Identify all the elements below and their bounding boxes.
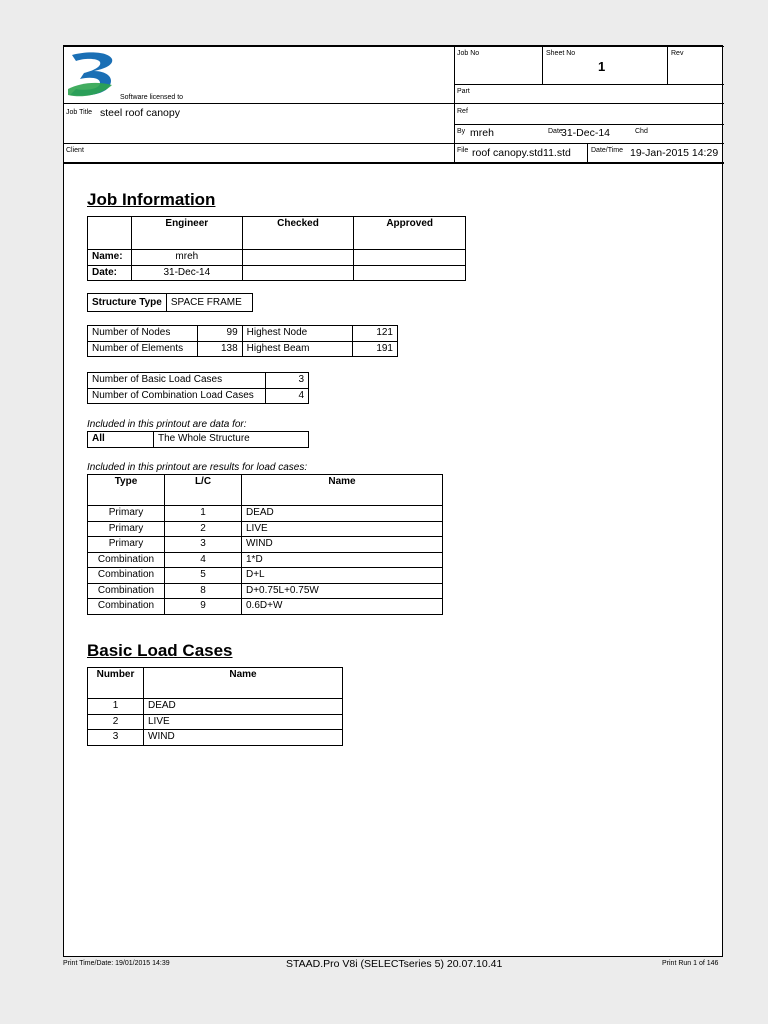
load-case-name: D+L <box>242 568 443 584</box>
datetime-value: 19-Jan-2015 14:29 <box>630 147 719 159</box>
basic-load-case-number: 1 <box>88 699 144 715</box>
footer-software: STAAD.Pro V8i (SELECTseries 5) 20.07.10.41 <box>286 958 503 970</box>
by-label: By <box>457 128 466 135</box>
structure-type-table <box>87 293 253 312</box>
date-label: Date: <box>88 265 132 281</box>
highest-beam-value: 191 <box>353 341 398 357</box>
file-value: roof canopy.std11.std <box>472 147 571 159</box>
job-title-value: steel roof canopy <box>100 107 180 119</box>
load-case-row <box>88 568 443 584</box>
load-case-lc: 4 <box>165 552 242 568</box>
client-label: Client <box>66 147 84 154</box>
included-results-note: Included in this printout are results for load cases: <box>87 462 308 473</box>
load-cases-table <box>87 474 443 615</box>
rev-label: Rev <box>671 50 684 57</box>
basic-load-cases-body <box>88 699 343 746</box>
part-label: Part <box>457 88 470 95</box>
by-value: mreh <box>470 127 494 139</box>
load-case-lc: 5 <box>165 568 242 584</box>
report-header <box>64 46 724 164</box>
chd-label: Chd <box>635 128 648 135</box>
all-label: All <box>88 432 154 448</box>
load-case-type: Primary <box>88 506 165 522</box>
nodes-label: Number of Nodes <box>88 326 198 342</box>
col-type: Type <box>88 475 165 506</box>
col-approved: Approved <box>354 217 466 250</box>
engineer-name: mreh <box>131 250 242 266</box>
basic-count-value: 3 <box>266 373 309 389</box>
load-case-name: DEAD <box>242 506 443 522</box>
load-case-lc: 9 <box>165 599 242 615</box>
load-case-name: LIVE <box>242 521 443 537</box>
load-case-name: 1*D <box>242 552 443 568</box>
load-case-name: 0.6D+W <box>242 599 443 615</box>
combo-count-label: Number of Combination Load Cases <box>88 388 266 404</box>
load-case-row <box>88 599 443 615</box>
load-case-row <box>88 583 443 599</box>
basic-load-case-row <box>88 730 343 746</box>
load-case-type: Primary <box>88 537 165 553</box>
load-case-type: Combination <box>88 568 165 584</box>
col-checked: Checked <box>242 217 354 250</box>
highest-node-label: Highest Node <box>242 326 353 342</box>
load-case-lc: 2 <box>165 521 242 537</box>
job-title-label: Job Title <box>66 109 93 116</box>
date-label: Date <box>548 128 563 135</box>
basic-load-case-name: DEAD <box>144 699 343 715</box>
basic-load-case-number: 3 <box>88 730 144 746</box>
load-case-type: Combination <box>88 583 165 599</box>
load-case-lc: 8 <box>165 583 242 599</box>
bentley-logo <box>66 49 118 101</box>
licensed-label: Software licensed to <box>120 94 184 101</box>
load-case-name: D+0.75L+0.75W <box>242 583 443 599</box>
load-case-type: Primary <box>88 521 165 537</box>
counts-table <box>87 325 398 357</box>
datetime-label: Date/Time <box>591 147 624 154</box>
name-label: Name: <box>88 250 132 266</box>
nodes-value: 99 <box>197 326 242 342</box>
job-no-label: Job No <box>457 50 480 57</box>
load-case-type: Combination <box>88 552 165 568</box>
footer-print-time: Print Time/Date: 19/01/2015 14:39 <box>63 960 170 967</box>
structure-type-label: Structure Type <box>88 294 167 312</box>
highest-beam-label: Highest Beam <box>242 341 353 357</box>
combo-count-value: 4 <box>266 388 309 404</box>
included-data-note: Included in this printout are data for: <box>87 419 247 430</box>
footer-print-run: Print Run 1 of 146 <box>662 960 719 967</box>
structure-type-value: SPACE FRAME <box>166 294 252 312</box>
load-case-name: WIND <box>242 537 443 553</box>
job-information-title: Job Information <box>87 190 216 209</box>
basic-load-case-name: WIND <box>144 730 343 746</box>
load-case-lc: 1 <box>165 506 242 522</box>
file-label: File <box>457 147 469 154</box>
sheet-no-label: Sheet No <box>546 50 576 57</box>
load-case-row <box>88 521 443 537</box>
load-case-type: Combination <box>88 599 165 615</box>
load-case-row <box>88 506 443 522</box>
date-value: 31-Dec-14 <box>561 127 611 139</box>
load-counts-table <box>87 372 309 404</box>
elements-value: 138 <box>197 341 242 357</box>
basic-load-case-number: 2 <box>88 714 144 730</box>
engineer-date: 31-Dec-14 <box>131 265 242 281</box>
col-engineer: Engineer <box>131 217 242 250</box>
basic-load-case-name: LIVE <box>144 714 343 730</box>
highest-node-value: 121 <box>353 326 398 342</box>
report-page <box>63 45 723 957</box>
load-case-row <box>88 537 443 553</box>
col-name: Name <box>242 475 443 506</box>
basic-load-case-row <box>88 699 343 715</box>
basic-load-cases-title: Basic Load Cases <box>87 641 233 660</box>
col-basic-name: Name <box>144 668 343 699</box>
sheet-no-value: 1 <box>598 59 606 74</box>
load-case-lc: 3 <box>165 537 242 553</box>
basic-count-label: Number of Basic Load Cases <box>88 373 266 389</box>
all-value: The Whole Structure <box>154 432 309 448</box>
load-cases-body <box>88 506 443 615</box>
load-case-row <box>88 552 443 568</box>
basic-load-cases-table <box>87 667 343 746</box>
elements-label: Number of Elements <box>88 341 198 357</box>
ref-label: Ref <box>457 108 468 115</box>
col-number: Number <box>88 668 144 699</box>
col-lc: L/C <box>165 475 242 506</box>
basic-load-case-row <box>88 714 343 730</box>
job-info-table <box>87 216 466 281</box>
included-data-table <box>87 431 309 448</box>
